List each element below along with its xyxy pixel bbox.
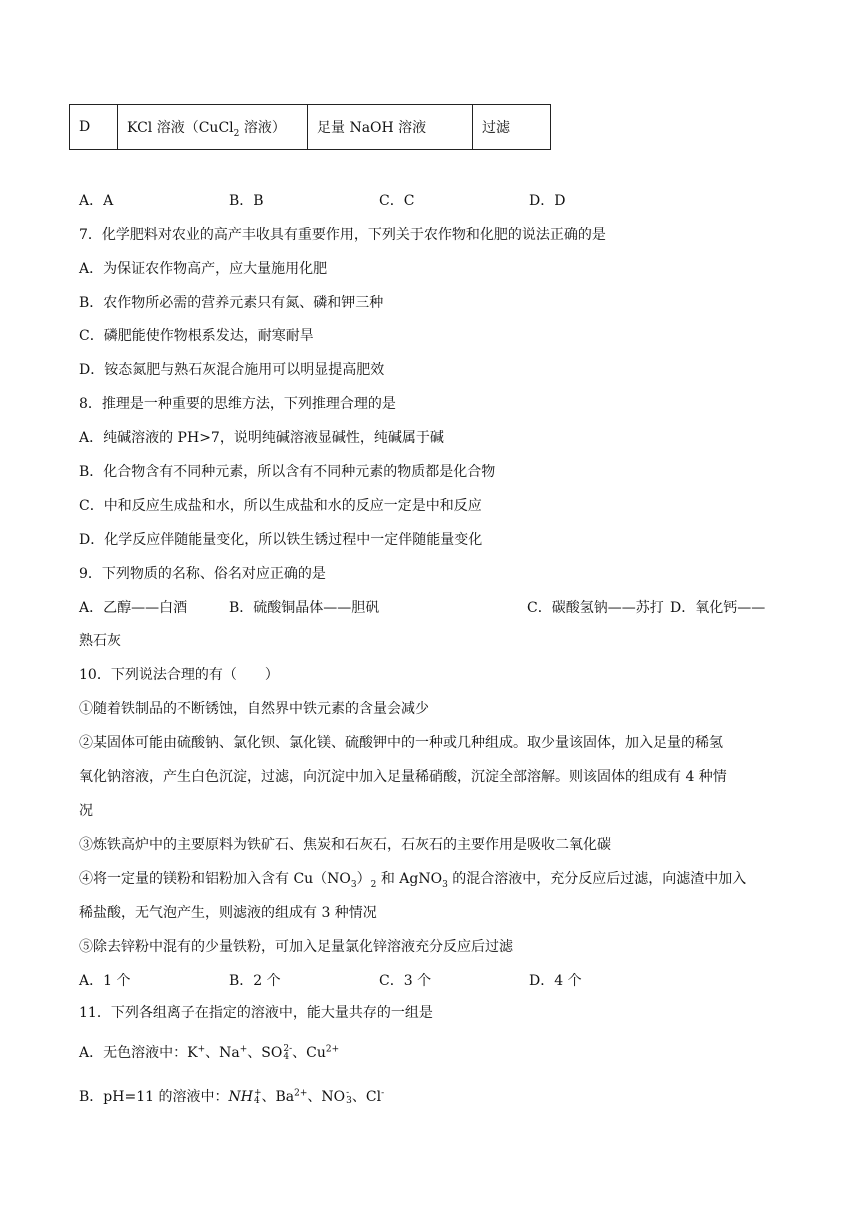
- q11-option-b: B．pH=11 的溶液中：NH + 4 、$Ba^{2+}$、NO - 3 、Cl-: [79, 1088, 385, 1106]
- q10-statement-4-line1: ④将一定量的镁粉和铝粉加入含有 $Cu(NO_3)_2$ 和 AgNO$_3$ 的混合溶液中，充分反应后过滤，向滤渣中加入: [79, 871, 747, 890]
- q7-option-c: C．磷肥能使作物根系发达，耐寒耐旱: [79, 328, 314, 344]
- q8-option-d: D．化学反应伴随能量变化，所以铁生锈过程中一定伴随能量变化: [79, 532, 483, 548]
- q10-stem: 10．下列说法合理的有（ ）: [79, 667, 279, 683]
- q10-option-c: C．3 个: [379, 973, 432, 989]
- no3-subscript: 3: [350, 879, 357, 890]
- q8-stem: 8．推理是一种重要的思维方法，下列推理合理的是: [79, 396, 396, 412]
- q6-option-d: D．D: [529, 193, 566, 209]
- so4-charge-stack: 2- 4: [283, 1044, 293, 1062]
- table-cell-reagent: 足量 NaOH 溶液: [308, 105, 473, 150]
- q7-option-d: D．铵态氮肥与熟石灰混合施用可以明显提高肥效: [79, 362, 385, 378]
- q9-option-a: A．乙醇——白酒: [79, 600, 188, 616]
- q8-option-c: C．中和反应生成盐和水，所以生成盐和水的反应一定是中和反应: [79, 498, 482, 514]
- q10-statement-3: ③炼铁高炉中的主要原料为铁矿石、焦炭和石灰石，石灰石的主要作用是吸收二氧化碳: [79, 837, 611, 853]
- table-cell-label: D: [70, 105, 118, 150]
- q9-option-d: D．氧化钙——: [670, 600, 766, 616]
- q10-option-b: B．2 个: [229, 973, 281, 989]
- no3-charge-stack: - 3: [346, 1088, 352, 1106]
- q6-option-a: A．A: [79, 193, 114, 209]
- q8-option-a: A．纯碱溶液的 PH>7，说明纯碱溶液显碱性，纯碱属于碱: [79, 430, 444, 446]
- nh4-charge-stack: + 4: [253, 1088, 262, 1106]
- q10-statement-1: ①随着铁制品的不断锈蚀，自然界中铁元素的含量会减少: [79, 701, 429, 717]
- q11-stem: 11．下列各组离子在指定的溶液中，能大量共存的一组是: [79, 1005, 433, 1021]
- q9-option-c: C．碳酸氢钠——苏打: [527, 600, 664, 616]
- q10-statement-2-line1: ②某固体可能由硫酸钠、氯化钡、氯化镁、硫酸钾中的一种或几种组成。取少量该固体，加入足量的稀氢: [79, 735, 723, 751]
- table-cell-substance: KCl 溶液（CuCl$_2$ 溶液）: [118, 105, 308, 150]
- q10-option-d: D．4 个: [529, 973, 582, 989]
- q8-option-b: B．化合物含有不同种元素，所以含有不同种元素的物质都是化合物: [79, 464, 496, 480]
- q9-option-d-continued: 熟石灰: [79, 633, 121, 649]
- q10-statement-5: ⑤除去锌粉中混有的少量铁粉，可加入足量氯化锌溶液充分反应后过滤: [79, 939, 513, 955]
- q9-option-b: B．硫酸铜晶体——胆矾: [229, 600, 380, 616]
- reagent-table: [69, 104, 551, 150]
- q10-option-a: A．1 个: [79, 973, 131, 989]
- q10-statement-2-line2: 氧化钠溶液，产生白色沉淀，过滤，向沉淀中加入足量稀硝酸，沉淀全部溶解。则该固体的组成有 4 种情: [79, 769, 727, 785]
- q6-option-c: C．C: [379, 193, 415, 209]
- q7-option-b: B．农作物所必需的营养元素只有氮、磷和钾三种: [79, 295, 384, 311]
- table-row: [70, 105, 551, 150]
- q7-stem: 7．化学肥料对农业的高产丰收具有重要作用，下列关于农作物和化肥的说法正确的是: [79, 227, 606, 243]
- q9-stem: 9．下列物质的名称、俗名对应正确的是: [79, 566, 326, 582]
- q10-statement-2-line3: 况: [79, 803, 93, 819]
- q7-option-a: A．为保证农作物高产，应大量施用化肥: [79, 261, 328, 277]
- q11-option-a: A．无色溶液中：K+、Na+、SO 2- 4 、$Cu^{2+}$: [79, 1044, 340, 1062]
- q6-option-b: B．B: [229, 193, 264, 209]
- table-cell-method: 过滤: [473, 105, 551, 150]
- q10-statement-4-line2: 稀盐酸，无气泡产生，则滤液的组成有 3 种情况: [79, 905, 377, 921]
